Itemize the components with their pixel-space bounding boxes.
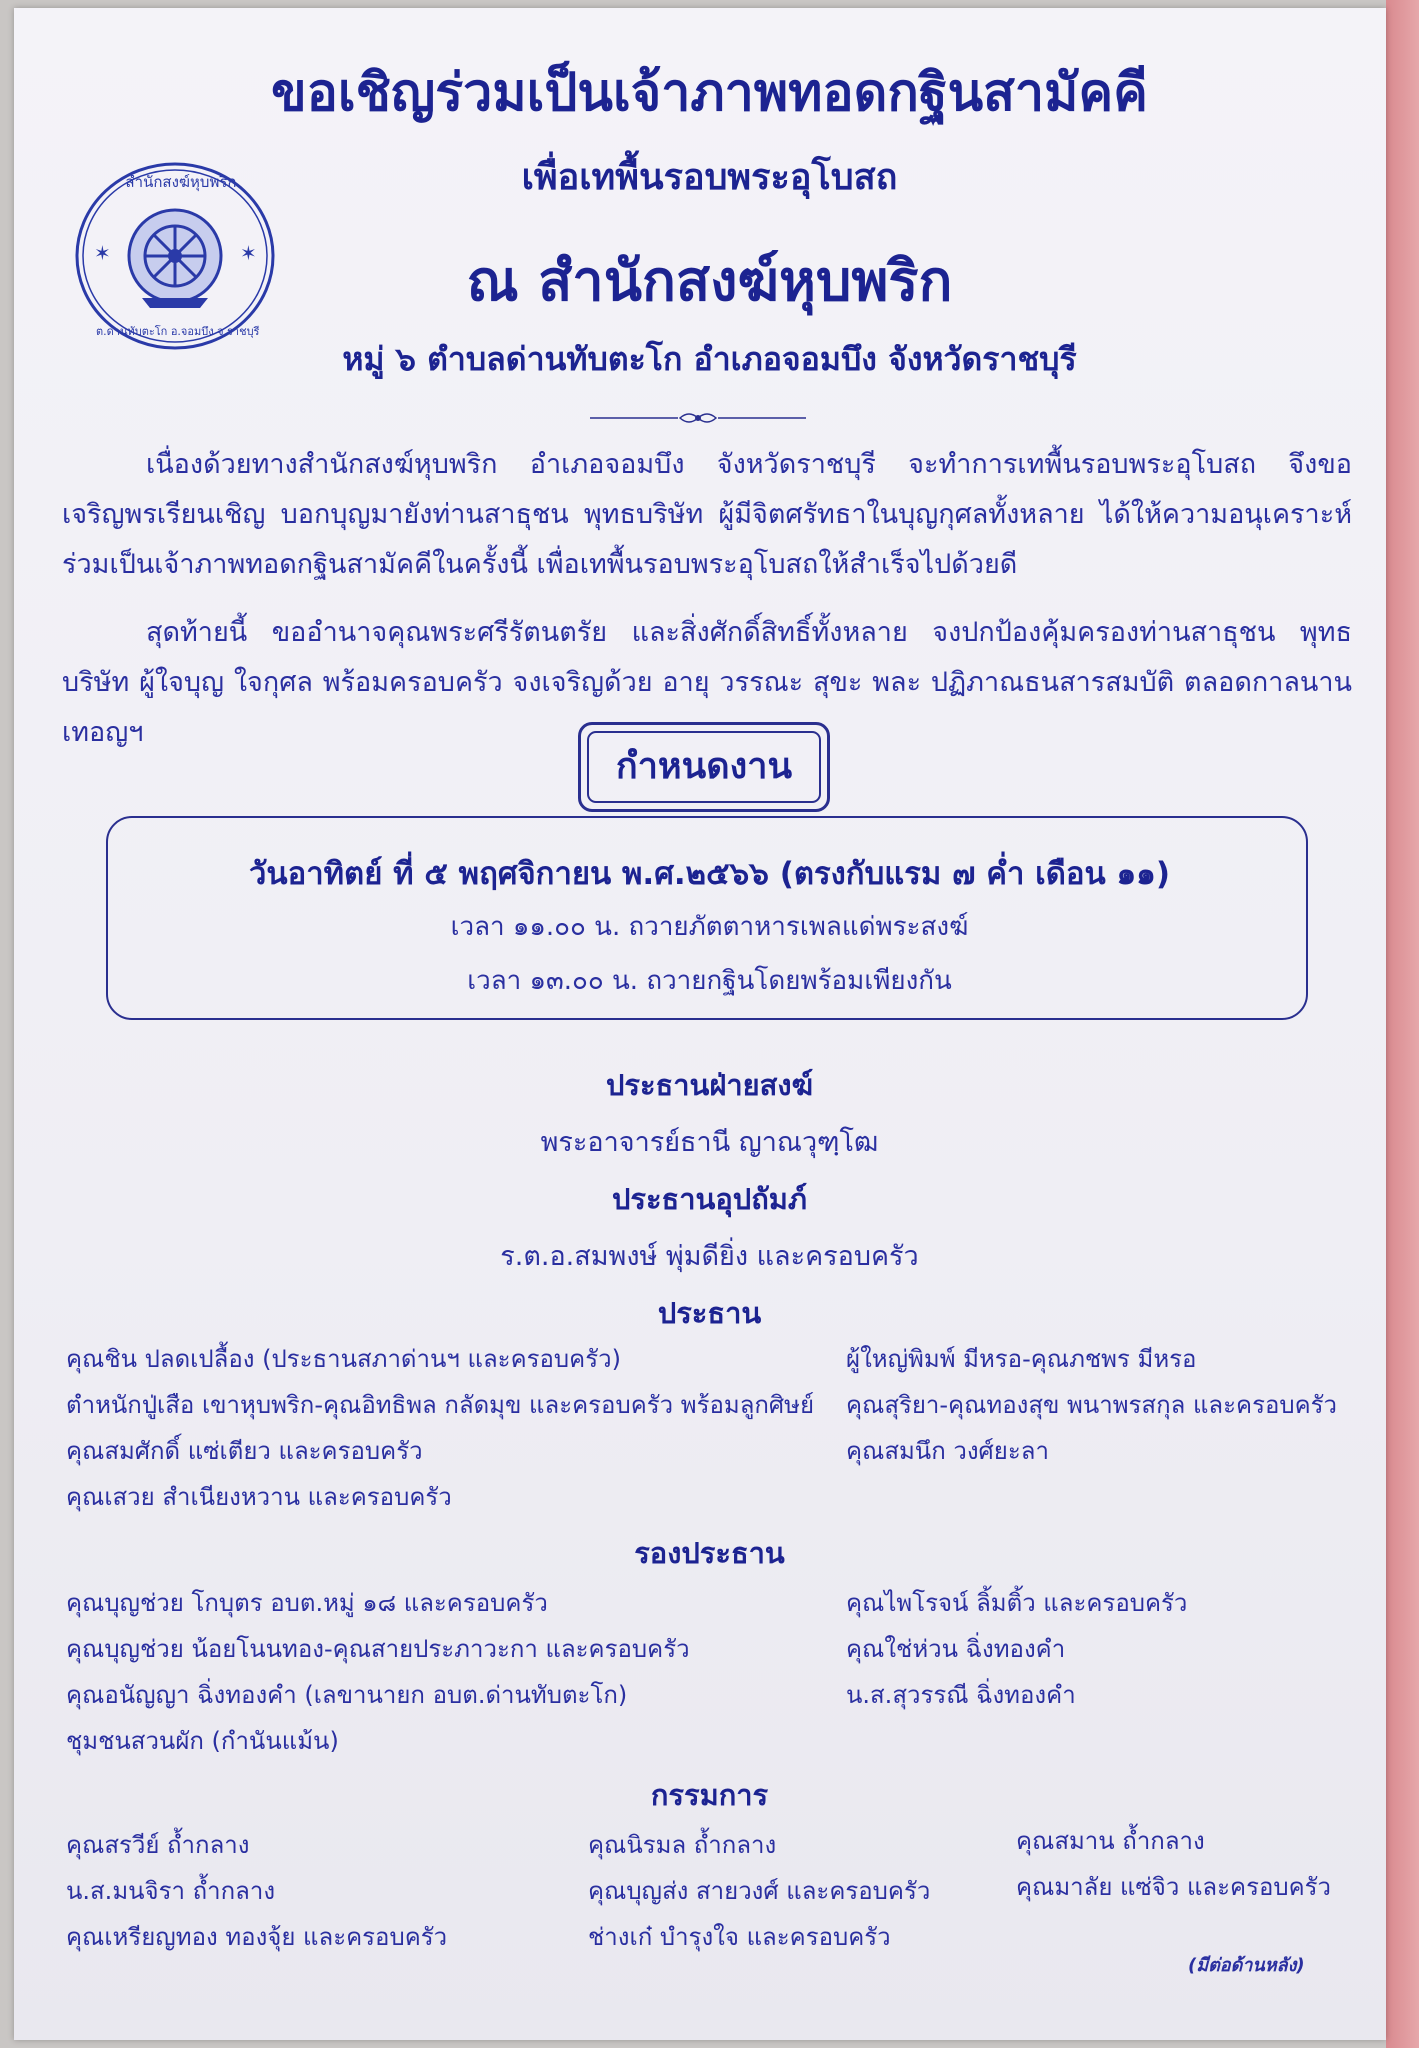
chairs-left-list [66, 1336, 814, 1520]
list-item: คุณอนัญญา ฉิ่งทองคำ (เลขานายก อบต.ด่านทับตะโก) [66, 1681, 628, 1709]
vice-chairs-heading: รองประธาน [634, 1536, 785, 1570]
svg-text:✶: ✶ [240, 241, 257, 265]
blessing-paragraph: สุดท้ายนี้ ขออำนาจคุณพระศรีรัตนตรัย และสิ่งศักดิ์สิทธิ์ทั้งหลาย จงปกป้องคุ้มครองท่านสาธุชน พุทธบริษัท ผู้ใจบุญ ใจกุศล พร้อมครอบครัว จงเจริญด้วย อายุ วรรณะ สุขะ พละ ปฏิภาณธนสารสมบัติ ตลอดกาลนานเทอญฯ [62, 617, 1352, 748]
vice-chairs-left-list [66, 1580, 690, 1764]
list-item: คุณไพโรจน์ ลิ้มติ้ว และครอบครัว [846, 1589, 1188, 1617]
list-item: คุณใช่ห่วน ฉิ่งทองคำ [846, 1635, 1066, 1663]
list-item: น.ส.สุวรรณี ฉิ่งทองคำ [846, 1681, 1076, 1709]
schedule-title-frame [578, 722, 830, 812]
chairs-right-list [846, 1336, 1337, 1474]
list-item: คุณชิน ปลดเปลื้อง (ประธานสภาด่านฯ และครอบครัว) [66, 1345, 621, 1373]
list-item: คุณสุริยา-คุณทองสุข พนาพรสกุล และครอบครัว [846, 1391, 1338, 1419]
invitation-title: ขอเชิญร่วมเป็นเจ้าภาพทอดกฐินสามัคคี [271, 62, 1148, 123]
committee-col3 [1016, 1818, 1331, 1910]
list-item: ตำหนักปู่เสือ เขาหุบพริก-คุณอิทธิพล กลัดมุข และครอบครัว พร้อมลูกศิษย์ [66, 1391, 815, 1419]
temple-address: หมู่ ๖ ตำบลด่านทับตะโก อำเภอจอมบึง จังหวัดราชบุรี [342, 340, 1077, 378]
seal-top-text: สำนักสงฆ์หุบพริก [125, 173, 237, 191]
list-item: คุณบุญช่วย โกบุตร อบต.หมู่ ๑๘ และครอบครัว [66, 1589, 548, 1617]
list-item: คุณสมนึก วงศ์ยะลา [846, 1437, 1049, 1465]
divider-ornament-icon [590, 408, 806, 428]
temple-name: ณ สำนักสงฆ์หุบพริก [466, 248, 953, 314]
event-time-2: เวลา ๑๓.๐๐ น. ถวายกฐินโดยพร้อมเพียงกัน [467, 966, 952, 996]
list-item: คุณเสวย สำเนียงหวาน และครอบครัว [66, 1483, 452, 1511]
committee-col1 [66, 1822, 447, 1960]
list-item: คุณบุญช่วย น้อยโนนทอง-คุณสายประภาวะกา และครอบครัว [66, 1635, 690, 1663]
invitation-purpose: เพื่อเทพื้นรอบพระอุโบสถ [521, 156, 898, 198]
committee-col2 [588, 1822, 930, 1960]
list-item: คุณเหรียญทอง ทองจุ้ย และครอบครัว [66, 1923, 448, 1951]
event-time-1: เวลา ๑๑.๐๐ น. ถวายภัตตาหารเพลแด่พระสงฆ์ [450, 912, 969, 942]
list-item: น.ส.มนจิรา ถ้ำกลาง [66, 1877, 276, 1905]
event-date: วันอาทิตย์ ที่ ๕ พฤศจิกายน พ.ศ.๒๕๖๖ (ตรงกับแรม ๗ ค่ำ เดือน ๑๑) [249, 856, 1170, 892]
patron-heading: ประธานอุปถัมภ์ [612, 1182, 807, 1216]
list-item: คุณสมศักดิ์ แซ่เตียว และครอบครัว [66, 1437, 423, 1465]
sangha-chair-name: พระอาจารย์ธานี ญาณวุฑฺโฒ [540, 1127, 879, 1158]
committee-heading: กรรมการ [650, 1778, 769, 1812]
list-item: ผู้ใหญ่พิมพ์ มีหรอ-คุณภชพร มีหรอ [846, 1345, 1197, 1373]
list-item: คุณสมาน ถ้ำกลาง [1016, 1827, 1205, 1855]
list-item: คุณมาลัย แซ่จิว และครอบครัว [1016, 1873, 1332, 1901]
intro-paragraph: เนื่องด้วยทางสำนักสงฆ์หุบพริก อำเภอจอมบึง จังหวัดราชบุรี จะทำการเทพื้นรอบพระอุโบสถ จึงขอเจริญพรเรียนเชิญ บอกบุญมายังท่านสาธุชน พุทธบริษัท ผู้มีจิตศรัทธาในบุญกุศลทั้งหลาย ได้ให้ความอนุเคราะห์ร่วมเป็นเจ้าภาพทอดกฐินสามัคคีในครั้งนี้ เพื่อเทพื้นรอบพระอุโบสถให้สำเร็จไปด้วยดี [62, 449, 1352, 580]
list-item: คุณนิรมล ถ้ำกลาง [588, 1831, 777, 1859]
schedule-title: กำหนดงาน [587, 731, 821, 803]
list-item: คุณสรวีย์ ถ้ำกลาง [66, 1831, 250, 1859]
list-item: ช่างเก๋ บำรุงใจ และครอบครัว [588, 1923, 891, 1951]
list-item: ชุมชนสวนผัก (กำนันแม้น) [66, 1727, 339, 1755]
sangha-chair-heading: ประธานฝ่ายสงฆ์ [605, 1068, 814, 1102]
list-item: คุณบุญส่ง สายวงศ์ และครอบครัว [588, 1877, 931, 1905]
svg-text:✶: ✶ [94, 241, 111, 265]
patron-name: ร.ต.อ.สมพงษ์ พุ่มดียิ่ง และครอบครัว [500, 1241, 919, 1272]
vice-chairs-right-list [846, 1580, 1187, 1718]
continued-note: (มีต่อด้านหลัง) [1188, 1955, 1305, 1976]
chairs-heading: ประธาน [657, 1296, 762, 1330]
seal-bottom-text: ต.ด่านทับตะโก อ.จอมบึง จ.ราชบุรี [96, 325, 260, 338]
